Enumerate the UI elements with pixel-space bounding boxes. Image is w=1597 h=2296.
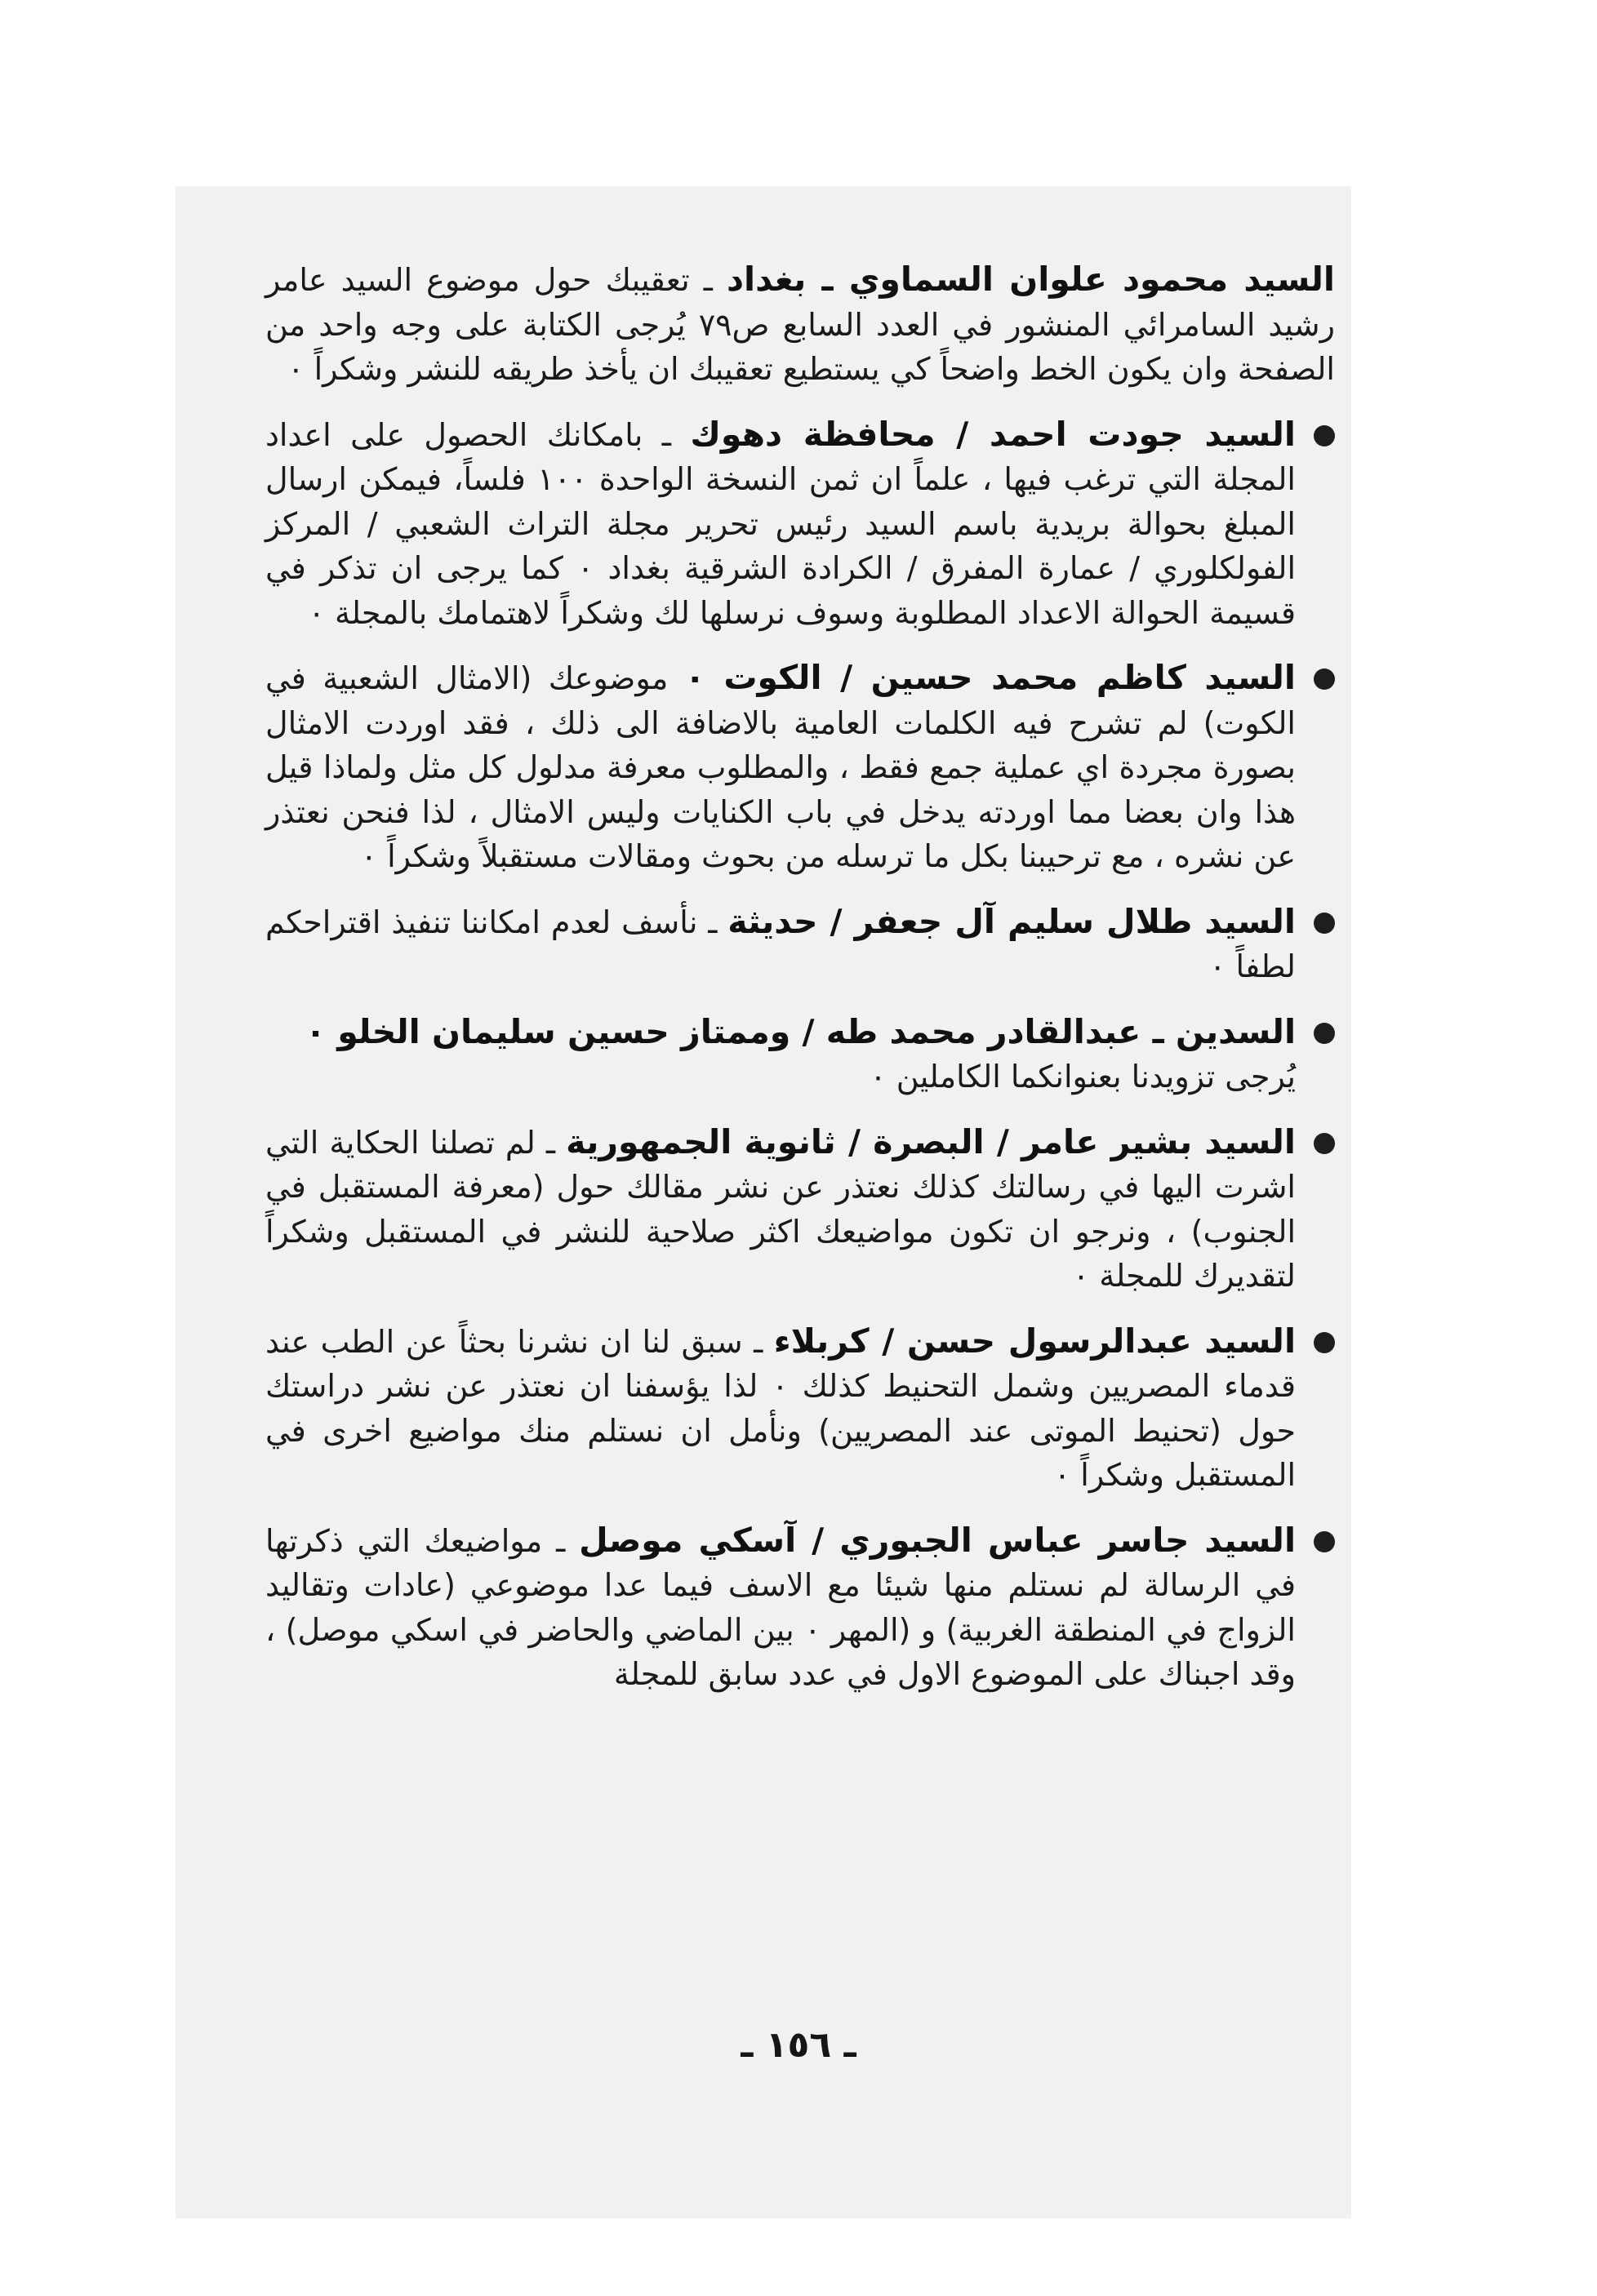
entry-heading: السيد محمود علوان السماوي ـ بغداد (726, 260, 1335, 299)
reply-entry (265, 899, 1335, 989)
entry-heading: السيد طلال سليم آل جعفر / حديثة (727, 901, 1296, 941)
reply-entry (265, 655, 1335, 879)
entry-heading: السيد جاسر عباس الجبوري / آسكي موصل (579, 1520, 1296, 1560)
entry-body: ـ نأسف لعدم امكاننا تنفيذ اقتراحكم لطفاً ٠ (265, 904, 1296, 984)
entry-body: ـ تعقيبك حول موضوع السيد عامر رشيد السامرائي المنشور في العدد السابع ص٧٩ يُرجى الكتابة على وجه واحد من الصفحة وان يكون الخط واضحاً كي يستطيع تعقيبك ان يأخذ طريقه للنشر وشكراً ٠ (265, 262, 1335, 387)
bullet-icon (1314, 425, 1335, 446)
bullet-icon (1314, 668, 1335, 690)
entry-heading: السيد جودت احمد / محافظة دهوك (690, 414, 1296, 454)
reply-entry (265, 1010, 1335, 1099)
entry-body: ـ بامكانك الحصول على اعداد المجلة التي ترغب فيها ، علماً ان ثمن النسخة الواحدة ١٠٠ فلساً، فيمكن ارسال المبلغ بحوالة بريدية باسم السيد رئيس تحرير مجلة التراث الشعبي / المركز الفولكلوري / عمارة المفرق / الكرادة الشرقية بغداد ٠ كما يرجى ان تذكر في قسيمة الحوالة الاعداد المطلوبة وسوف نرسلها لك وشكراً لاهتمامك بالمجلة ٠ (265, 416, 1296, 631)
reply-entry (265, 1319, 1335, 1498)
entry-heading: السيد عبدالرسول حسن / كربلاء (773, 1321, 1297, 1361)
reply-entry (265, 257, 1335, 392)
bullet-icon (1314, 1023, 1335, 1044)
bullet-icon (1314, 1531, 1335, 1552)
entry-heading: السيد بشير عامر / البصرة / ثانوية الجمهورية (566, 1121, 1296, 1161)
entry-body: يُرجى تزويدنا بعنوانكما الكاملين ٠ (870, 1059, 1296, 1095)
entry-heading: السيد كاظم محمد حسين / الكوت ٠ (684, 658, 1296, 697)
reply-entry (265, 1120, 1335, 1299)
entry-body: ـ لم تصلنا الحكاية التي اشرت اليها في رسالتك كذلك نعتذر عن نشر مقالك حول (معرفة المستقبل في الجنوب) ، ونرجو ان تكون مواضيعك اكثر صلاحية للنشر في المستقبل وشكراً لتقديرك للمجلة ٠ (265, 1124, 1296, 1294)
page-number: ـ ١٥٦ ـ (741, 2024, 856, 2066)
entry-body: ـ مواضيعك التي ذكرتها في الرسالة لم نستلم منها شيئا مع الاسف فيما عدا موضوعي (عادات وتقاليد الزواج في المنطقة الغربية) و (المهر ٠ بين الماضي والحاضر في اسكي موصل) ، وقد اجبناك على الموضوع الاول في عدد سابق للمجلة (265, 1522, 1296, 1692)
reply-entry (265, 1518, 1335, 1697)
bullet-icon (1314, 913, 1335, 934)
entry-body: ـ سبق لنا ان نشرنا بحثاً عن الطب عند قدماء المصريين وشمل التحنيط كذلك ٠ لذا يؤسفنا ان نعتذر عن نشر دراستك حول (تحنيط الموتى عند المصريين) ونأمل ان نستلم منك مواضيع اخرى في المستقبل وشكراً ٠ (265, 1323, 1296, 1493)
entry-heading: السدين ـ عبدالقادر محمد طه / وممتاز حسين سليمان الخلو ٠ (305, 1011, 1296, 1051)
letters-column (265, 257, 1335, 1717)
entry-body: موضوعك (الامثال الشعبية في الكوت) لم تشرح فيه الكلمات العامية بالاضافة الى ذلك ، فقد اوردت الامثال بصورة مجردة اي عملية جمع فقط ، والمطلوب معرفة مدلول كل مثل ولماذا قيل هذا وان بعضا مما اوردته يدخل في باب الكنايات وليس الامثال ، لذا فنحن نعتذر عن نشره ، مع ترحيبنا بكل ما ترسله من بحوث ومقالات مستقبلاً وشكراً ٠ (265, 660, 1296, 874)
reply-entry (265, 412, 1335, 636)
bullet-icon (1314, 1133, 1335, 1154)
bullet-icon (1314, 1332, 1335, 1353)
